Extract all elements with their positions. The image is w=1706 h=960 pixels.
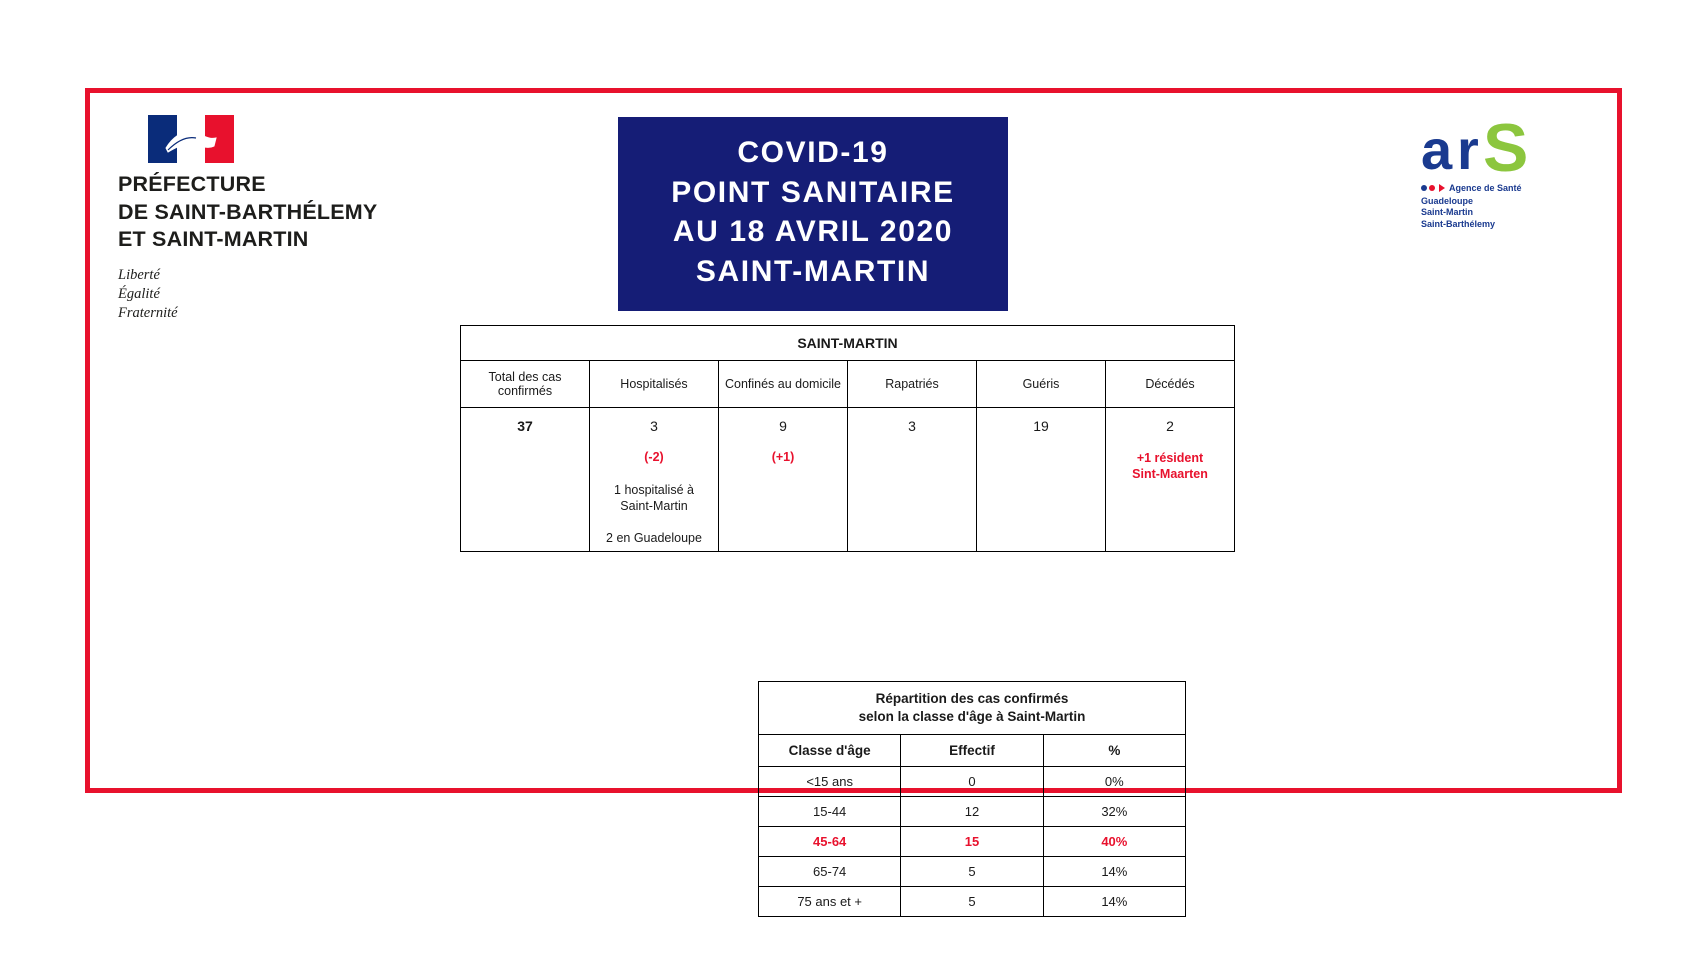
- column-total-cas: Total des cas confirmés: [461, 361, 590, 408]
- ars-dots-icon: [1421, 185, 1435, 191]
- delta-hospitalises: (-2): [644, 450, 664, 464]
- age-pourcentage: 40%: [1043, 827, 1185, 857]
- svg-text:a: a: [1421, 119, 1453, 181]
- table-row: [759, 857, 1186, 887]
- value-decedes: 2: [1166, 418, 1174, 434]
- age-column-classe: Classe d'âge: [759, 735, 901, 767]
- column-hospitalises: Hospitalisés: [590, 361, 719, 408]
- marianne-logo-icon: [148, 115, 234, 163]
- prefecture-title: [118, 171, 478, 254]
- republic-motto: [118, 266, 478, 323]
- age-caption-line2: selon la classe d'âge à Saint-Martin: [858, 709, 1086, 725]
- age-classe: 65-74: [759, 857, 901, 887]
- ars-logo-block: [1421, 119, 1591, 230]
- age-effectif: 5: [901, 887, 1043, 917]
- prefecture-block: [118, 115, 478, 323]
- note-hospitalises-saint-martin: [594, 482, 714, 515]
- ars-territory-saint-barthelemy: Saint-Barthélemy: [1421, 218, 1496, 229]
- cell-confines: [719, 408, 848, 552]
- slide-frame: [85, 88, 1622, 910]
- age-pourcentage: 14%: [1043, 857, 1185, 887]
- age-column-effectif: Effectif: [901, 735, 1043, 767]
- title-line-covid: COVID-19: [737, 136, 889, 169]
- saint-martin-stats-table: [460, 325, 1235, 552]
- title-line-territory: SAINT-MARTIN: [695, 254, 931, 288]
- ars-arrow-icon: [1439, 184, 1445, 192]
- ars-territories: [1421, 196, 1591, 230]
- age-pourcentage: 32%: [1043, 797, 1185, 827]
- age-classe: 15-44: [759, 797, 901, 827]
- note-hospitalises-guadeloupe: 2 en Guadeloupe: [606, 530, 702, 545]
- column-confines: Confinés au domicile: [719, 361, 848, 408]
- motto-egalite: Égalité: [118, 285, 160, 302]
- table-caption-row: [461, 326, 1235, 361]
- cell-decedes: [1106, 408, 1235, 552]
- marianne-profile-icon: [162, 124, 220, 154]
- column-decedes: Décédés: [1106, 361, 1235, 408]
- age-table-caption-row: [759, 682, 1186, 735]
- table-row: [759, 887, 1186, 917]
- ars-territory-guadeloupe: Guadeloupe: [1421, 196, 1474, 206]
- age-table-caption: [759, 682, 1186, 735]
- svg-text:S: S: [1483, 119, 1529, 183]
- table-caption: SAINT-MARTIN: [461, 326, 1235, 361]
- age-effectif: 12: [901, 797, 1043, 827]
- value-rapatries: 3: [908, 418, 916, 434]
- value-gueris: 19: [1033, 418, 1049, 434]
- delta-confines: (+1): [771, 450, 795, 464]
- note-hospitalises-line2: Saint-Martin: [620, 499, 688, 514]
- table-row: [759, 827, 1186, 857]
- table-row: [759, 797, 1186, 827]
- column-gueris: Guéris: [977, 361, 1106, 408]
- value-total-cas: 37: [517, 418, 533, 434]
- ars-agence-label: Agence de Santé: [1449, 183, 1522, 193]
- note-decedes-line1: +1 résident: [1136, 451, 1204, 465]
- title-line-point-sanitaire: POINT SANITAIRE: [671, 175, 955, 209]
- table-row: [759, 767, 1186, 797]
- column-rapatries: Rapatriés: [848, 361, 977, 408]
- cell-gueris: [977, 408, 1106, 552]
- cell-hospitalises: [590, 408, 719, 552]
- age-distribution-table: [758, 681, 1186, 917]
- motto-liberte: Liberté: [118, 266, 160, 283]
- title-line-date: AU 18 AVRIL 2020: [672, 215, 954, 249]
- age-classe: 45-64: [759, 827, 901, 857]
- svg-text:r: r: [1457, 119, 1479, 181]
- age-table-header-row: [759, 735, 1186, 767]
- cell-rapatries: [848, 408, 977, 552]
- age-classe: <15 ans: [759, 767, 901, 797]
- age-classe: 75 ans et +: [759, 887, 901, 917]
- table-header-row: [461, 361, 1235, 408]
- prefecture-title-line2: DE SAINT-BARTHÉLEMY: [118, 199, 378, 224]
- prefecture-title-line1: PRÉFECTURE: [118, 172, 266, 196]
- age-column-pourcentage: %: [1043, 735, 1185, 767]
- age-effectif: 0: [901, 767, 1043, 797]
- age-pourcentage: 14%: [1043, 887, 1185, 917]
- note-decedes: [1110, 450, 1230, 483]
- note-hospitalises-line1: 1 hospitalisé à: [614, 483, 694, 497]
- ars-wordmark-icon: [1421, 119, 1591, 183]
- motto-fraternite: Fraternité: [118, 304, 178, 321]
- prefecture-title-line3: ET SAINT-MARTIN: [118, 227, 309, 252]
- age-caption-line1: Répartition des cas confirmés: [875, 691, 1069, 706]
- value-hospitalises: 3: [650, 418, 658, 434]
- ars-territory-saint-martin: Saint-Martin: [1421, 207, 1474, 218]
- title-banner: [618, 117, 1008, 311]
- note-decedes-line2: Sint-Maarten: [1132, 467, 1208, 482]
- cell-total-cas: [461, 408, 590, 552]
- ars-agence-line: [1421, 183, 1591, 193]
- age-effectif: 15: [901, 827, 1043, 857]
- table-data-row: [461, 408, 1235, 552]
- value-confines: 9: [779, 418, 787, 434]
- age-effectif: 5: [901, 857, 1043, 887]
- slide-header: [90, 93, 1617, 323]
- age-pourcentage: 0%: [1043, 767, 1185, 797]
